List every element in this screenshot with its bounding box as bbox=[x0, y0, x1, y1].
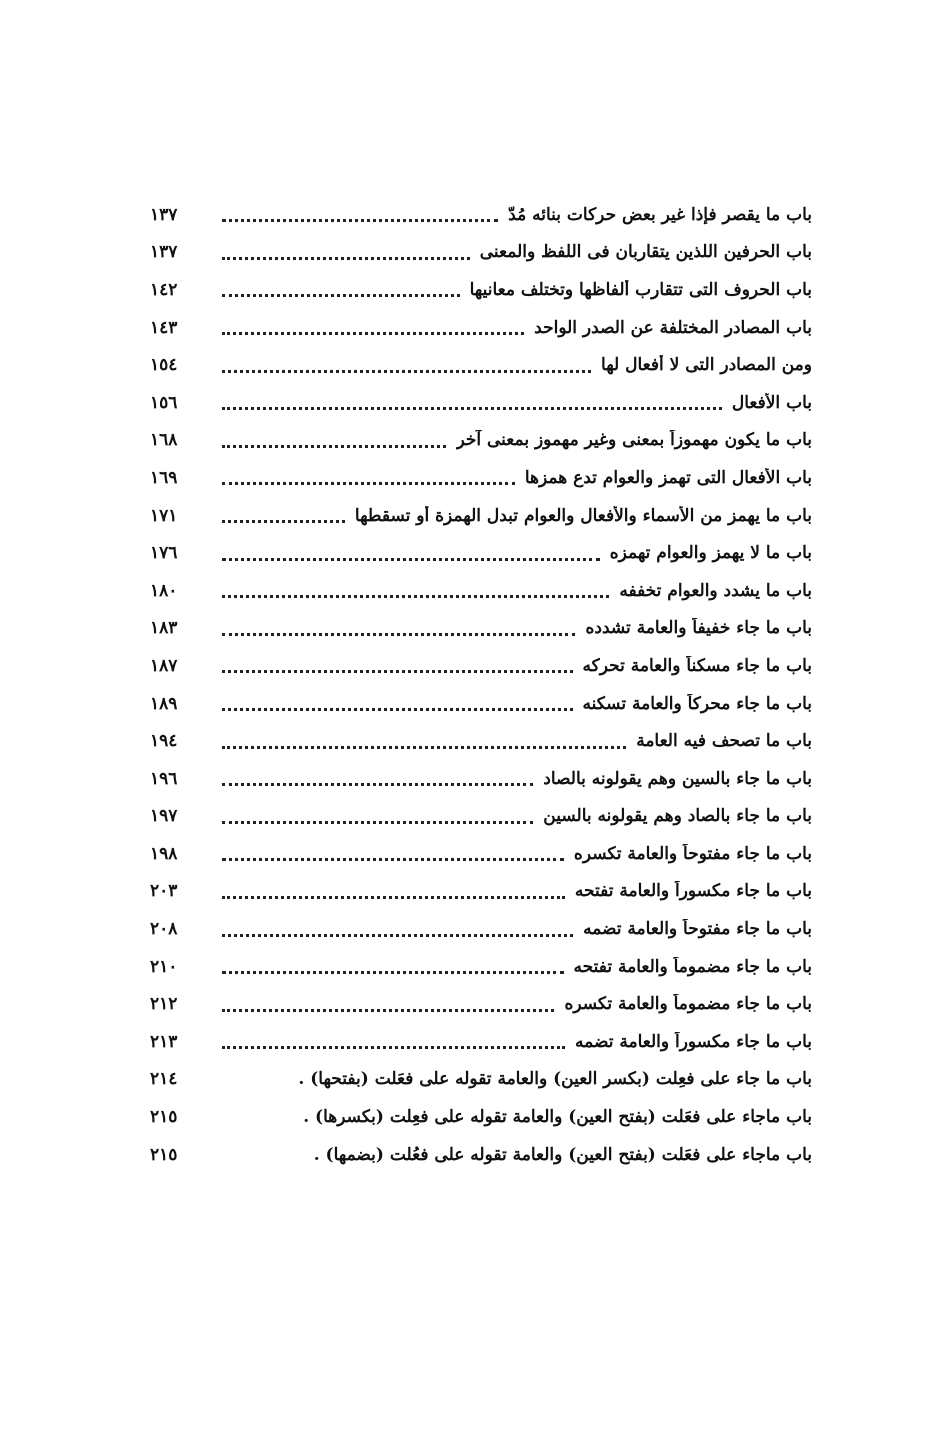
toc-entry-title: باب الحرفين اللذين يتقاربان فى اللفظ والمعنى bbox=[479, 242, 812, 263]
toc-entry bbox=[150, 685, 812, 723]
toc-entry-title: باب الأفعال التى تهمز والعوام تدع همزها bbox=[524, 467, 812, 488]
toc-entry-page: ٢١٥ bbox=[150, 1144, 178, 1165]
toc-entry-title: باب المصادر المختلفة عن الصدر الواحد bbox=[534, 317, 812, 338]
dot-leader bbox=[222, 896, 565, 899]
toc-entry-page: ١٣٧ bbox=[150, 242, 178, 263]
toc-entry bbox=[150, 873, 812, 911]
toc-entry-page: ١٤٣ bbox=[150, 317, 178, 338]
toc-entry bbox=[150, 384, 812, 422]
toc-entry-title: باب ما جاء مفتوحاً والعامة تكسره bbox=[573, 843, 812, 864]
toc-entry bbox=[150, 346, 812, 384]
toc-entry bbox=[150, 422, 812, 460]
toc-entry-page: ١٩٤ bbox=[150, 731, 178, 752]
toc-entry-page: ١٨٣ bbox=[150, 618, 178, 639]
toc-entry bbox=[150, 910, 812, 948]
toc-entry bbox=[150, 234, 812, 272]
toc-entry bbox=[150, 459, 812, 497]
table-of-contents bbox=[150, 196, 812, 1173]
dot-leader bbox=[222, 633, 575, 636]
toc-entry-title: باب ما جاء بالسين وهم يقولونه بالصاد bbox=[543, 768, 812, 789]
toc-entry bbox=[150, 647, 812, 685]
toc-entry-title: باب ماجاء على فعَلت (بفتح العين) والعامة تقوله على فعُلت (بضمها) . bbox=[313, 1144, 812, 1165]
dot-leader bbox=[222, 595, 609, 598]
toc-entry bbox=[150, 271, 812, 309]
toc-entry-title: باب ما جاء خفيفاً والعامة تشدده bbox=[585, 618, 812, 639]
toc-entry bbox=[150, 798, 812, 836]
toc-entry-title: باب ما جاء مفتوحاً والعامة تضمه bbox=[583, 919, 812, 940]
toc-entry-page: ٢١٤ bbox=[150, 1069, 178, 1090]
dot-leader bbox=[222, 558, 600, 561]
toc-entry-title: ومن المصادر التى لا أفعال لها bbox=[601, 355, 812, 376]
toc-entry bbox=[150, 196, 812, 234]
toc-entry bbox=[150, 309, 812, 347]
toc-entry-title: باب ما يشدد والعوام تخففه bbox=[619, 580, 812, 601]
dot-leader bbox=[222, 934, 573, 937]
toc-entry-page: ٢٠٣ bbox=[150, 881, 178, 902]
toc-entry-page: ١٨٩ bbox=[150, 693, 178, 714]
toc-entry bbox=[150, 497, 812, 535]
toc-entry-title: باب ما تصحف فيه العامة bbox=[636, 731, 812, 752]
toc-entry-page: ٢١٠ bbox=[150, 956, 178, 977]
toc-entry-page: ١٤٢ bbox=[150, 279, 178, 300]
toc-entry-title: باب ما جاء مكسوراً والعامة تضمه bbox=[575, 1031, 812, 1052]
toc-entry-title: باب ما يكون مهموزاً بمعنى وغير مهموز بمعنى آخر bbox=[456, 430, 812, 451]
dot-leader bbox=[222, 370, 591, 373]
toc-entry-title: باب الأفعال bbox=[731, 392, 812, 413]
dot-leader bbox=[222, 1046, 565, 1049]
toc-entry-title: باب ما جاء مضموماً والعامة تكسره bbox=[564, 994, 812, 1015]
toc-entry bbox=[150, 948, 812, 986]
dot-leader bbox=[222, 783, 533, 786]
toc-entry bbox=[150, 1061, 812, 1099]
toc-entry-title: باب ما جاء بالصاد وهم يقولونه بالسين bbox=[543, 806, 812, 827]
toc-entry-page: ٢٠٨ bbox=[150, 919, 178, 940]
toc-entry-page: ٢١٣ bbox=[150, 1031, 178, 1052]
toc-entry bbox=[150, 610, 812, 648]
toc-entry-page: ١٥٤ bbox=[150, 355, 178, 376]
dot-leader bbox=[222, 482, 515, 485]
toc-entry-page: ١٨٧ bbox=[150, 655, 178, 676]
toc-entry-page: ١٩٧ bbox=[150, 806, 178, 827]
toc-entry-title: باب ما يهمز من الأسماء والأفعال والعوام تبدل الهمزة أو تسقطها bbox=[354, 505, 812, 526]
toc-entry-title: باب ماجاء على فعَلت (بفتح العين) والعامة تقوله على فعِلت (بكسرها) . bbox=[303, 1107, 812, 1128]
toc-entry bbox=[150, 1098, 812, 1136]
toc-entry-title: باب ما لا يهمز والعوام تهمزه bbox=[609, 543, 812, 564]
toc-entry-page: ١٥٦ bbox=[150, 392, 178, 413]
toc-entry-page: ١٧٦ bbox=[150, 543, 178, 564]
toc-entry bbox=[150, 1136, 812, 1174]
toc-entry bbox=[150, 760, 812, 798]
dot-leader bbox=[222, 708, 573, 711]
toc-entry-title: باب ما جاء محركاً والعامة تسكنه bbox=[582, 693, 812, 714]
toc-entry-page: ٢١٥ bbox=[150, 1107, 178, 1128]
dot-leader bbox=[222, 219, 498, 222]
toc-entry-page: ١٩٦ bbox=[150, 768, 178, 789]
dot-leader bbox=[222, 407, 722, 410]
toc-entry-title: باب ما جاء مكسوراً والعامة تفتحه bbox=[574, 881, 812, 902]
toc-entry-title: باب الحروف التى تتقارب ألفاظها وتختلف معانيها bbox=[469, 279, 812, 300]
dot-leader bbox=[222, 858, 564, 861]
toc-entry-page: ١٦٨ bbox=[150, 430, 178, 451]
toc-entry-page: ١٣٧ bbox=[150, 204, 178, 225]
toc-entry bbox=[150, 985, 812, 1023]
toc-entry bbox=[150, 835, 812, 873]
dot-leader bbox=[222, 1009, 554, 1012]
dot-leader bbox=[222, 294, 460, 297]
toc-entry-title: باب ما يقصر فإذا غير بعض حركات بنائه مُدّ bbox=[508, 204, 812, 225]
toc-entry-page: ١٧١ bbox=[150, 505, 178, 526]
toc-entry-page: ٢١٢ bbox=[150, 994, 178, 1015]
dot-leader bbox=[222, 257, 470, 260]
toc-entry bbox=[150, 722, 812, 760]
dot-leader bbox=[222, 670, 573, 673]
toc-entry bbox=[150, 572, 812, 610]
dot-leader bbox=[222, 821, 533, 824]
dot-leader bbox=[222, 332, 524, 335]
toc-entry-page: ١٩٨ bbox=[150, 843, 178, 864]
toc-entry-title: باب ما جاء مضموماً والعامة تفتحه bbox=[573, 956, 812, 977]
dot-leader bbox=[222, 445, 446, 448]
toc-entry-page: ١٨٠ bbox=[150, 580, 178, 601]
dot-leader bbox=[222, 971, 564, 974]
toc-entry bbox=[150, 534, 812, 572]
dot-leader bbox=[222, 520, 345, 523]
toc-entry-title: باب ما جاء على فعِلت (بكسر العين) والعامة تقوله على فعَلت (بفتحها) . bbox=[298, 1069, 812, 1090]
toc-entry-title: باب ما جاء مسكناً والعامة تحركه bbox=[582, 655, 812, 676]
dot-leader bbox=[222, 746, 626, 749]
toc-entry bbox=[150, 1023, 812, 1061]
toc-entry-page: ١٦٩ bbox=[150, 467, 178, 488]
